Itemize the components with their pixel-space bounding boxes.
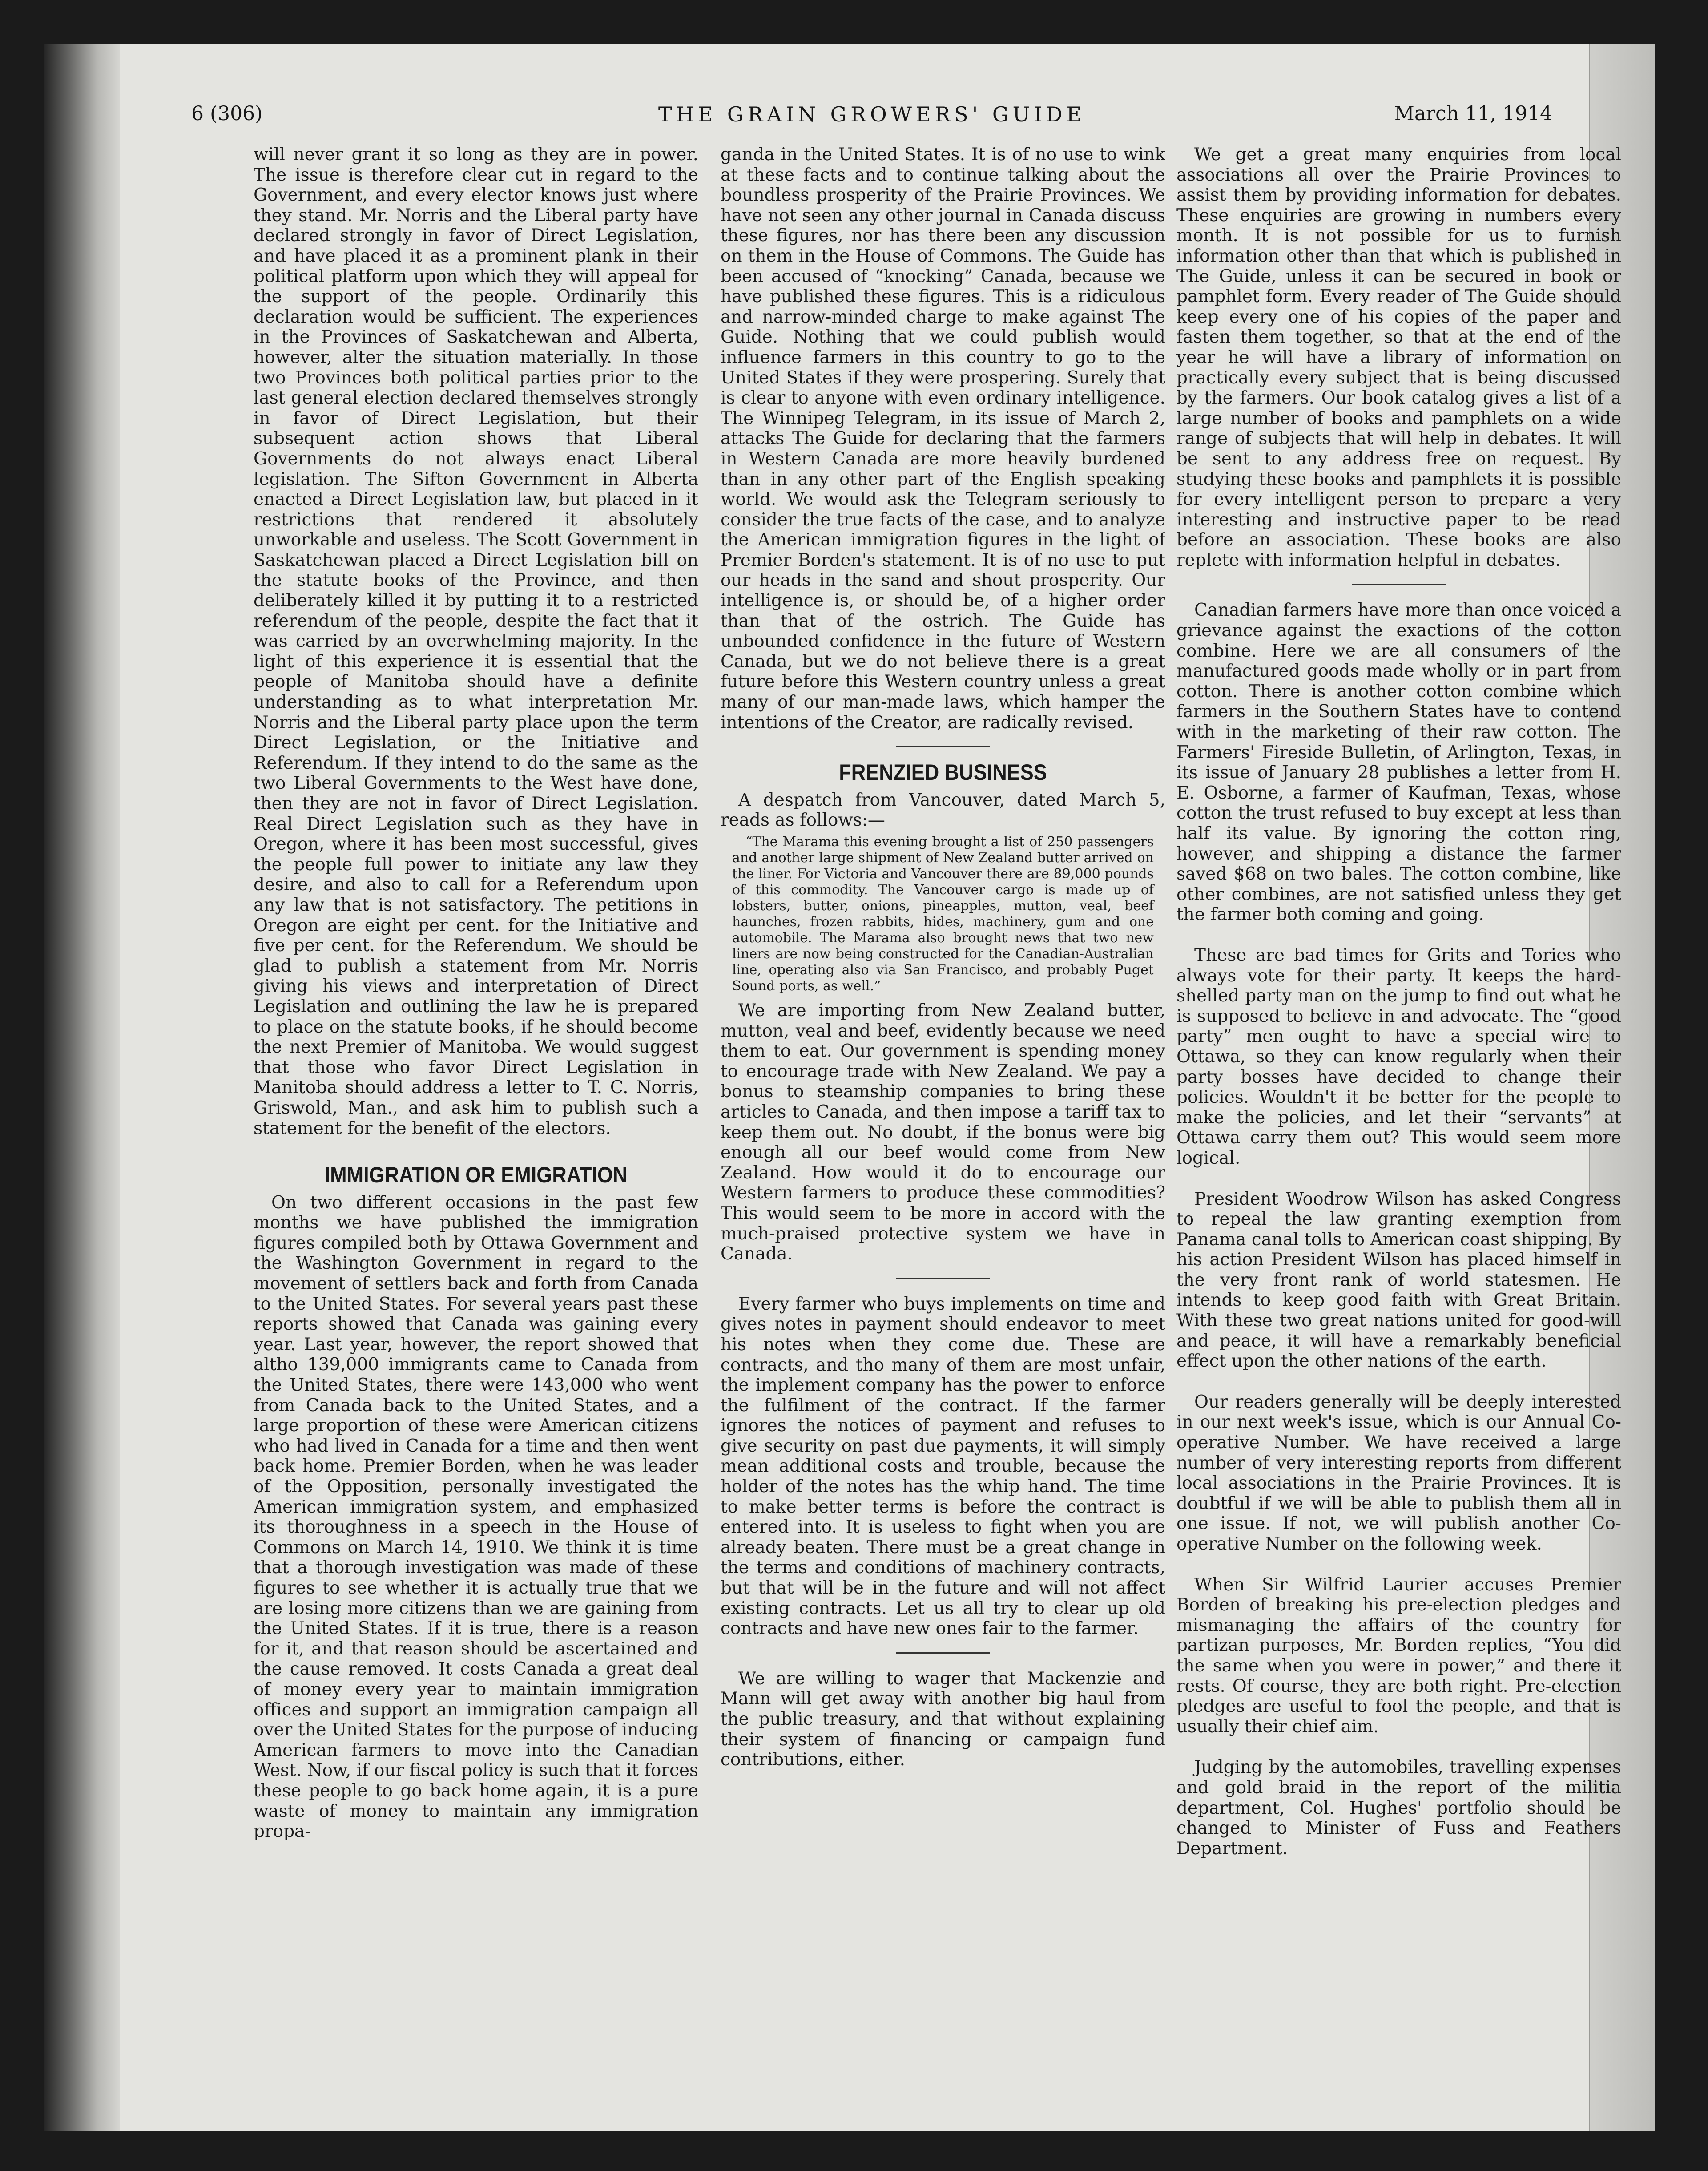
newspaper-page	[44, 44, 1655, 2131]
wilson-panama-paragraph: President Woodrow Wilson has asked Congress to repeal the law granting exemption from Panama canal tolls to American coast shipping. By his action President Wilson has placed himself in the very front rank of world statesmen. He intends to keep good faith with Great Britain. With these two great nations united for good-will and peace, it will have a remarkably beneficial effect upon the other nations of the earth.	[1176, 1189, 1621, 1372]
cooperative-number-paragraph: Our readers generally will be deeply interested in our next week's issue, which is our Annual Co-operative Number. We have received a large number of very interesting reports from different local associations in the Prairie Provinces. It is doubtful if we will be able to publish them all in one issue. If not, we will publish another Co-operative Number on the following week.	[1176, 1392, 1621, 1554]
section-divider	[896, 1278, 990, 1279]
page-number: 6 (306)	[191, 102, 263, 125]
militia-department-paragraph: Judging by the automobiles, travelling expenses and gold braid in the report of the militia department, Col. Hughes' portfolio should be changed to Minister of Fuss and Feathers Department.	[1176, 1757, 1621, 1859]
column-left	[254, 145, 698, 2071]
implement-notes-paragraph: Every farmer who buys implements on time and gives notes in payment should endeavor to meet his notes when they come due. These are contracts, and tho many of them are most unfair, the implement company has the power to enforce the fulfilment of the contract. If the farmer ignores the notices of payment and refuses to give security on past due payments, it will simply mean additional costs and trouble, because the holder of the notes has the whip hand. The time to make better terms is before the contract is entered into. It is useless to fight when you are already beaten. There must be a great change in the terms and conditions of machinery contracts, but that will be in the future and will not affect existing contracts. Let us all try to clear up old contracts and have new ones fair to the farmer.	[721, 1294, 1165, 1639]
section-divider	[896, 1652, 990, 1654]
page-binding-shadow	[44, 44, 120, 2131]
mackenzie-mann-paragraph: We are willing to wager that Mackenzie and Mann will get away with another big haul from the public treasury, and that without explaining their system of financing or campaign fund contributions, either.	[721, 1668, 1165, 1770]
direct-legislation-paragraph: will never grant it so long as they are in power. The issue is therefore clear cut in regard to the Government, and every elector knows just where they stand. Mr. Norris and the Liberal party have declared strongly in favor of Direct Legislation, and have placed it as a prominent plank in their political platform upon which they will appeal for the support of the people. Ordinarily this declaration would be sufficient. The experiences in the Provinces of Saskatchewan and Alberta, however, alter the situation materially. In those two Provinces both political parties prior to the last general election declared themselves strongly in favor of Direct Legislation, but their subsequent action shows that Liberal Governments do not always enact Liberal legislation. The Sifton Government in Alberta enacted a Direct Legislation law, but placed in it restrictions that rendered it absolutely unworkable and useless. The Scott Government in Saskatchewan placed a Direct Legislation bill on the statute books of the Province, and then deliberately killed it by putting it to a restricted referendum of the people, despite the fact that it was carried by an overwhelming majority. In the light of this experience it is essential that the people of Manitoba should have a definite understanding as to what interpretation Mr. Norris and the Liberal party place upon the term Direct Legislation, or the Initiative and Referendum. If they intend to do the same as the two Liberal Governments to the West have done, then they are not in favor of Direct Legislation. Real Direct Legislation such as they have in Oregon, where it has been most successful, gives the people full power to initiate any law they desire, and also to call for a Referendum upon any law that is not satisfactory. The petitions in Oregon are eight per cent. for the Initiative and five per cent. for the Referendum. We should be glad to publish a statement from Mr. Norris giving his views and interpretation of Direct Legislation and outlining the law he is prepared to place on the statute books, if he should become the next Premier of Manitoba. We would suggest that those who favor Direct Legislation in Manitoba should address a letter to T. C. Norris, Griswold, Man., and ask him to publish such a statement for the benefit of the electors.	[254, 145, 698, 1138]
issue-date: March 11, 1914	[1394, 102, 1552, 125]
page-header	[191, 102, 1552, 138]
frenzied-business-headline: FRENZIED BUSINESS	[839, 760, 1047, 785]
grits-tories-paragraph: These are bad times for Grits and Tories who always vote for their party. It keeps the hard-shelled party man on the jump to find out what he is supposed to believe in and advocate. The “good party” men ought to have a special wire to Ottawa, so they can know regularly when their party bosses have decided to change their policies. Wouldn't it be better for the people to make the policies, and let their “servants” at Ottawa carry them out? This would seem more logical.	[1176, 945, 1621, 1168]
despatch-quote: “The Marama this evening brought a list of 250 passengers and another large shipment of New Zealand butter arrived on the liner. For Victoria and Vancouver there are 89,000 pounds of this commodity. The Vancouver cargo is made up of lobsters, butter, onions, pineapples, mutton, veal, beef haunches, frozen rabbits, hides, machinery, gum and one automobile. The Marama also brought news that two new liners are now being constructed for the Canadian-Australian line, operating also via San Francisco, and probably Puget Sound ports, as well.”	[732, 834, 1154, 994]
immigration-headline: IMMIGRATION OR EMIGRATION	[324, 1162, 628, 1188]
cotton-combine-paragraph: Canadian farmers have more than once voiced a grievance against the exactions of the cotton combine. Here we are all consumers of the manufactured goods made wholly or in part from cotton. There is another cotton combine which farmers in the Southern States have to contend with in the marketing of their raw cotton. The Farmers' Fireside Bulletin, of Arlington, Texas, in its issue of January 28 publishes a letter from H. E. Osborne, a farmer of Kaufman, Texas, whose cotton the trust refused to buy except at less than half its value. By ignoring the cotton ring, however, and shipping a distance the farmer saved $68 on two bales. The cotton combine, like other combines, are not satisfied unless they get the farmer both coming and going.	[1176, 600, 1621, 925]
immigration-paragraph: On two different occasions in the past few months we have published the immigration figures compiled both by Ottawa Government and the Washington Government in regard to the movement of settlers back and forth from Canada to the United States. For several years past these reports showed that Canada was gaining every year. Last year, however, the report showed that altho 139,000 immigrants came to Canada from the United States, there were 143,000 who went from Canada back to the United States, and a large proportion of these were American citizens who had lived in Canada for a time and then went back home. Premier Borden, when he was leader of the Opposition, personally investigated the American immigration system, and emphasized its thoroughness in a speech in the House of Commons on March 14, 1910. We think it is time that a thorough investigation was made of these figures to see whether it is actually true that we are losing more citizens than we are gaining from the United States. If it is true, there is a reason for it, and that reason should be ascertained and the cause removed. It costs Canada a great deal of money every year to maintain immigration offices and support an immigration campaign all over the United States for the purpose of inducing American farmers to move into the Canadian West. Now, if our fiscal policy is such that it forces these people to go back home again, it is a pure waste of money to maintain any immigration propa-	[254, 1192, 698, 1842]
column-middle	[721, 145, 1165, 2071]
laurier-borden-paragraph: When Sir Wilfrid Laurier accuses Premier Borden of breaking his pre-election pledges and mismanaging the affairs of the country for partizan purposes, Mr. Borden replies, “You did the same when you were in power,” and there it rests. Of course, they are both right. Pre-election pledges are useful to fool the people, and that is usually their chief aim.	[1176, 1574, 1621, 1737]
section-divider	[1352, 584, 1446, 585]
enquiries-paragraph: We get a great many enquiries from local associations all over the Prairie Provinces to assist them by providing information for debates. These enquiries are growing in numbers every month. It is not possible for us to furnish information other than that which is published in The Guide, unless it can be secured in book or pamphlet form. Every reader of The Guide should keep every one of his copies of the paper and fasten them together, so that at the end of the year he will have a library of information on practically every subject that is being discussed by the farmers. Our book catalog gives a list of a large number of books and pamphlets on a wide range of subjects that will help in debates. It will be sent to any address free on request. By studying these books and pamphlets it is possible for every intelligent person to prepare a very interesting and instructive paper to be read before an association. These books are also replete with information helpful in debates.	[1176, 145, 1621, 570]
column-right	[1176, 145, 1621, 2071]
section-divider	[896, 746, 990, 747]
new-zealand-paragraph: We are importing from New Zealand butter, mutton, veal and beef, evidently because we need them to eat. Our government is spending money to encourage trade with New Zealand. We pay a bonus to steamship companies to bring these articles to Canada, and then impose a tariff tax to keep them out. No doubt, if the bonus were big enough all our beef would come from New Zealand. How would it do to encourage our Western farmers to produce these commodities? This would seem to be more in accord with the much-praised protective system we have in Canada.	[721, 1001, 1165, 1264]
despatch-intro: A despatch from Vancouver, dated March 5, reads as follows:—	[721, 790, 1165, 831]
immigration-continued-paragraph: ganda in the United States. It is of no use to wink at these facts and to continue talking about the boundless prosperity of the Prairie Provinces. We have not seen any other journal in Canada discuss these figures, nor has there been any discussion on them in the House of Commons. The Guide has been accused of “knocking” Canada, because we have published these figures. This is a ridiculous and narrow-minded charge to make against The Guide. Nothing that we could publish would influence farmers in this country to go to the United States if they were prospering. Surely that is clear to anyone with even ordinary intelligence. The Winnipeg Telegram, in its issue of March 2, attacks The Guide for declaring that the farmers in Western Canada are more heavily burdened than in any other part of the English speaking world. We would ask the Telegram seriously to consider the true facts of the case, and to analyze the American immigration figures in the light of Premier Borden's statement. It is of no use to put our heads in the sand and shout prosperity. Our intelligence is, or should be, of a higher order than that of the ostrich. The Guide has unbounded confidence in the future of Western Canada, but we do not believe there is a great future before this Western country unless a great many of our man-made laws, which hamper the intentions of the Creator, are radically revised.	[721, 145, 1165, 733]
masthead-title: THE GRAIN GROWERS' GUIDE	[658, 102, 1086, 126]
